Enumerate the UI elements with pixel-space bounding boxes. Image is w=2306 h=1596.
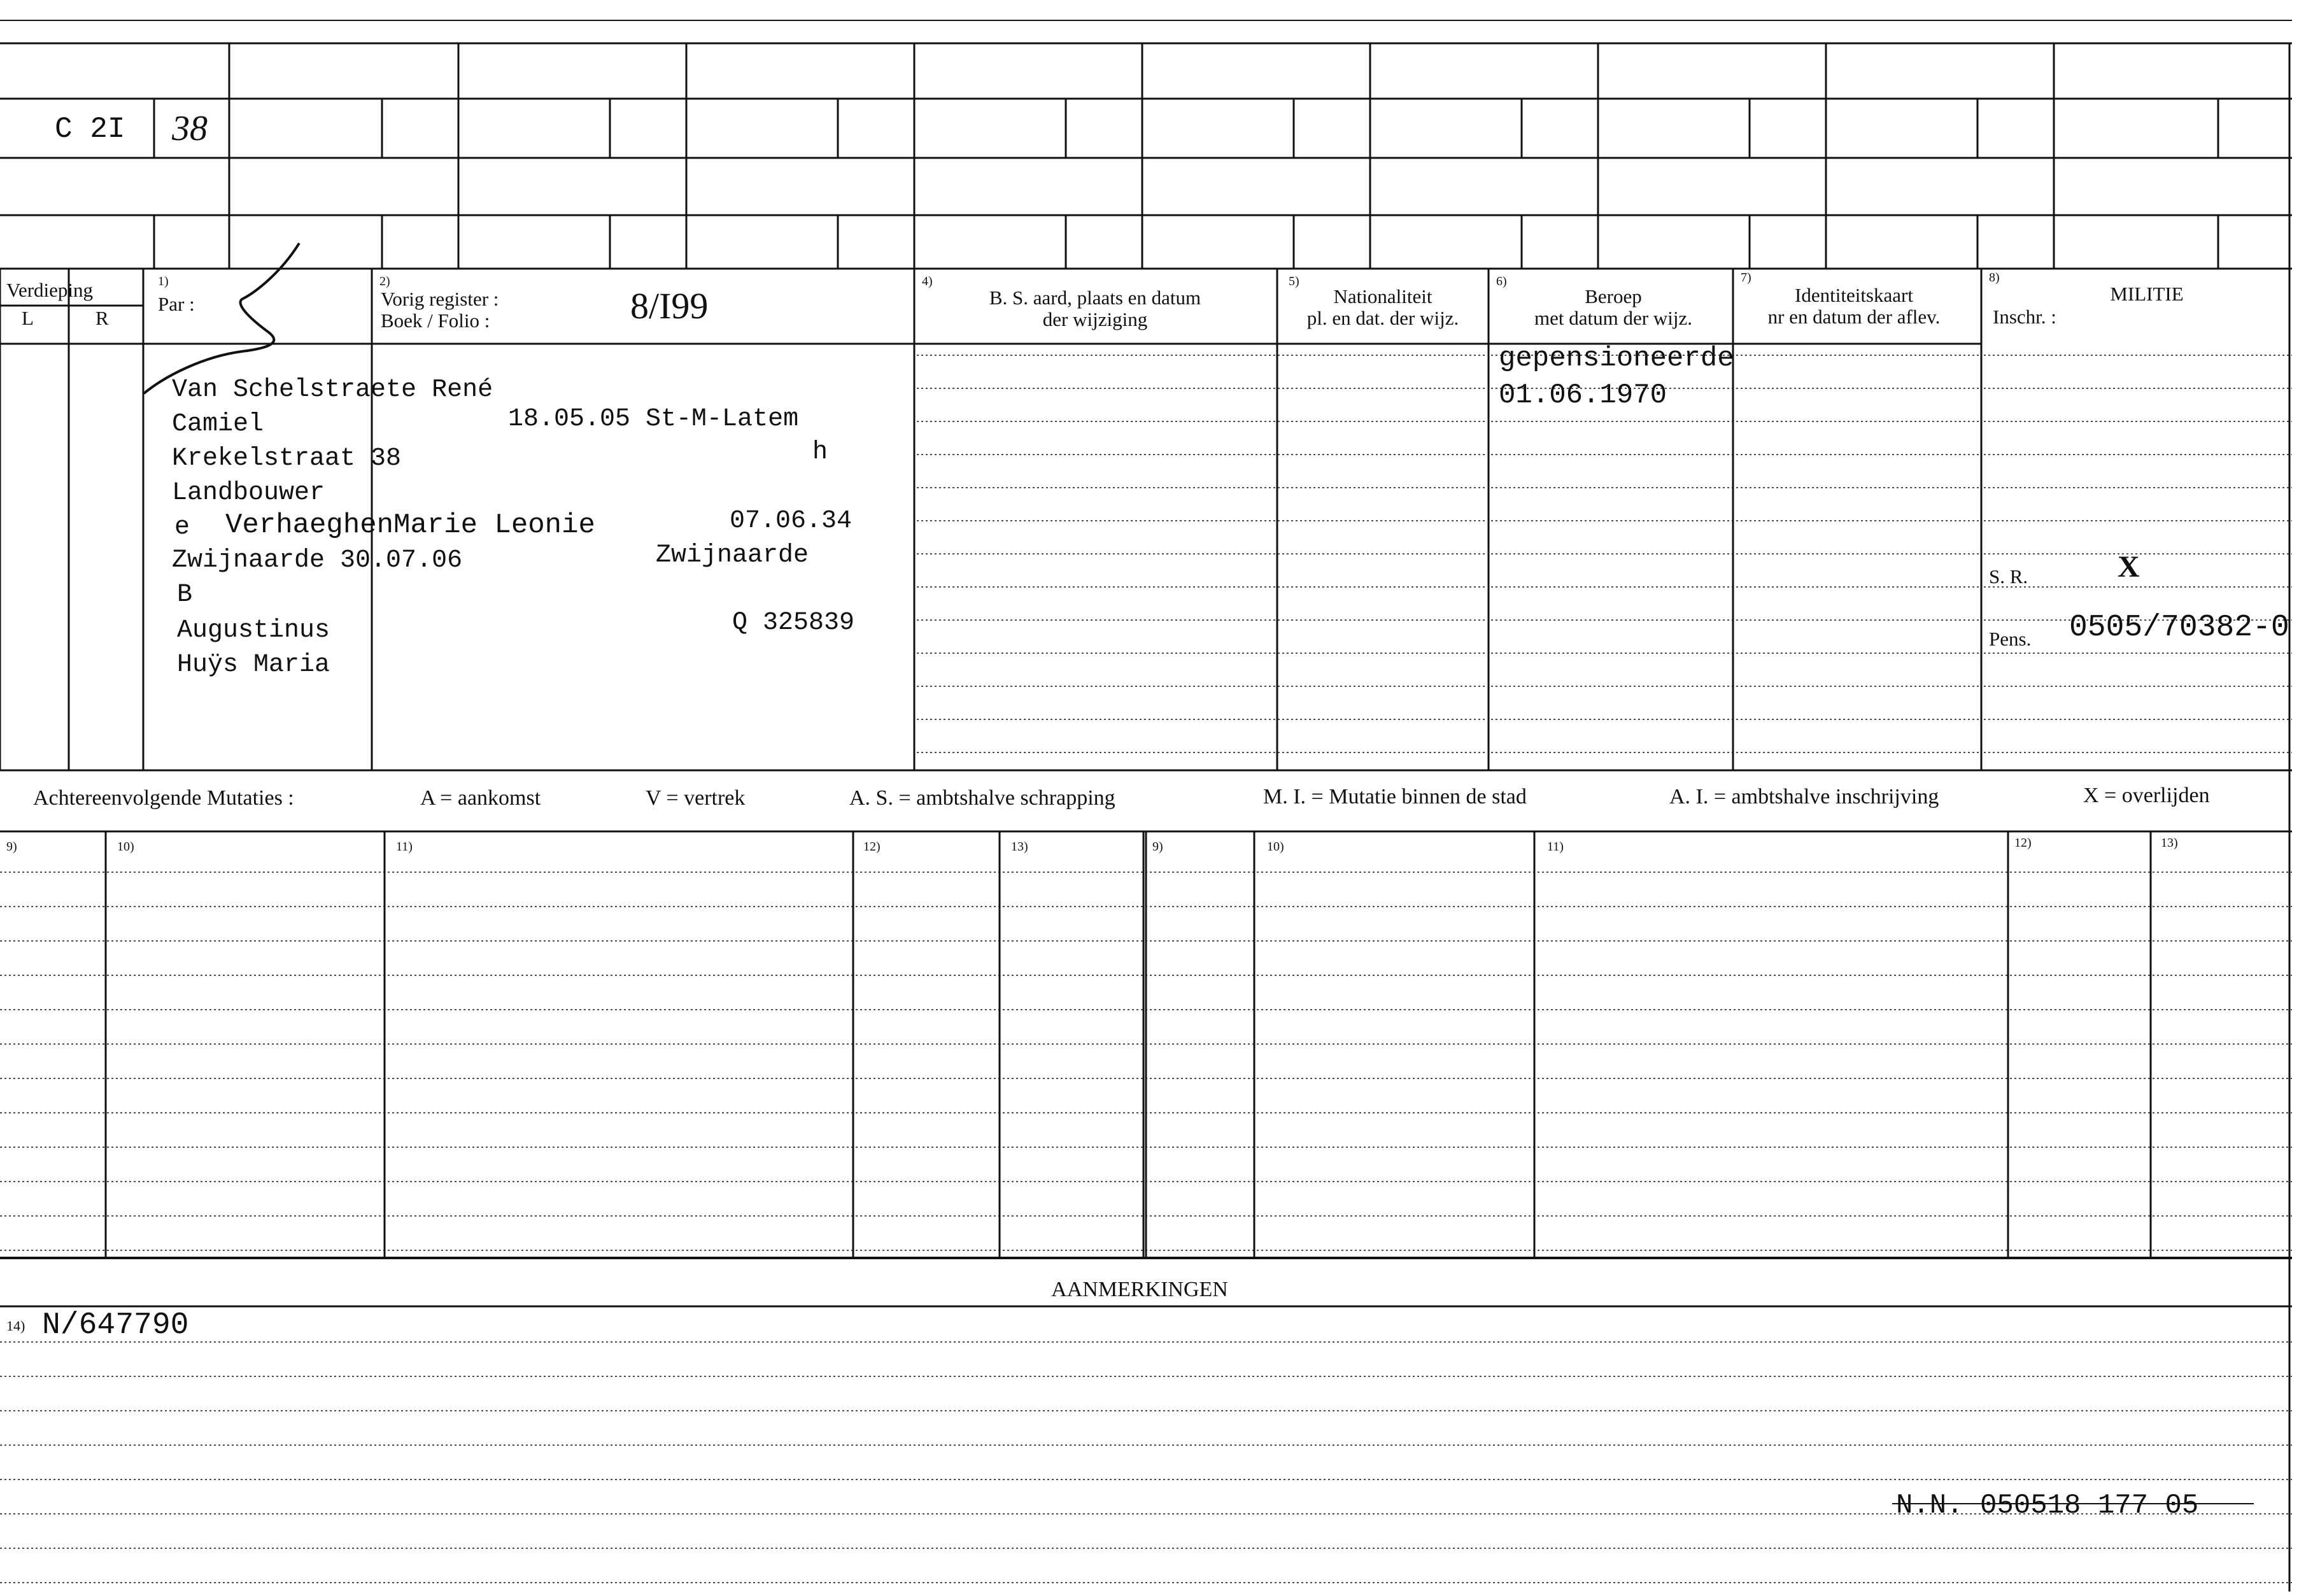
mut-col-13a: 13) bbox=[1011, 840, 1028, 854]
col4-line1: B. S. aard, plaats en datum bbox=[989, 286, 1201, 309]
legend-overlijden: X = overlijden bbox=[2083, 784, 2210, 807]
person-birth: 18.05.05 St-M-Latem bbox=[508, 405, 799, 434]
mother-name: Huÿs Maria bbox=[177, 651, 330, 679]
beroep-date: 01.06.1970 bbox=[1499, 379, 1667, 411]
mut-col-10a: 10) bbox=[117, 840, 134, 854]
col2-num: 2) bbox=[379, 274, 390, 288]
marriage-date: 07.06.34 bbox=[730, 507, 852, 535]
spouse-prefix: e bbox=[174, 513, 190, 542]
col7-num: 7) bbox=[1741, 271, 1751, 285]
spouse-birthplace: Zwijnaarde bbox=[656, 541, 809, 570]
person-address: Krekelstraat 38 bbox=[172, 444, 402, 473]
b-line: B bbox=[177, 581, 193, 609]
father-name: Augustinus bbox=[177, 616, 330, 645]
aanmerkingen-value: N/647790 bbox=[42, 1308, 189, 1343]
verdieping-label: Verdieping bbox=[6, 279, 94, 301]
legend-aankomst: A = aankomst bbox=[420, 786, 541, 810]
col4-line2: der wijziging bbox=[1042, 308, 1148, 330]
legend-vertrek: V = vertrek bbox=[646, 786, 746, 810]
mut-col-12a: 12) bbox=[863, 840, 881, 854]
card-number: 38 bbox=[172, 109, 208, 148]
col1-label: Par : bbox=[158, 293, 195, 315]
legend-mutatie: M. I. = Mutatie binnen de stad bbox=[1263, 785, 1527, 809]
verdieping-left: L bbox=[22, 307, 34, 329]
col4-num: 4) bbox=[922, 274, 933, 288]
col6-line1: Beroep bbox=[1585, 285, 1642, 307]
id-number: Q 325839 bbox=[732, 609, 855, 637]
card-code: C 2I bbox=[55, 113, 125, 146]
person-firstname: Camiel bbox=[172, 410, 264, 439]
sr-value: X bbox=[2118, 550, 2140, 584]
person-name: Van Schelstraete René bbox=[172, 376, 493, 404]
beroep-value: gepensioneerde bbox=[1499, 343, 1734, 374]
pens-label: Pens. bbox=[1989, 628, 2032, 650]
aanmerkingen-num: 14) bbox=[6, 1318, 25, 1334]
verdieping-right: R bbox=[95, 307, 109, 329]
person-marker: h bbox=[812, 438, 828, 467]
mut-col-10b: 10) bbox=[1267, 840, 1284, 854]
militie-inschr: Inschr. : bbox=[1993, 306, 2056, 328]
col8-num: 8) bbox=[1989, 271, 2000, 285]
mut-col-11b: 11) bbox=[1547, 840, 1564, 854]
legend-schrapping: A. S. = ambtshalve schrapping bbox=[849, 786, 1115, 810]
mut-col-12b: 12) bbox=[2014, 836, 2032, 850]
pens-value: 0505/70382-0 bbox=[2069, 611, 2289, 645]
col2-line2: Boek / Folio : bbox=[381, 309, 490, 332]
mut-col-9a: 9) bbox=[6, 840, 17, 854]
spouse-name: VerhaeghenMarie Leonie bbox=[225, 509, 595, 541]
vorig-register-value: 8/I99 bbox=[630, 285, 709, 327]
sr-label: S. R. bbox=[1989, 565, 2028, 588]
nn-number: N.N. 050518 177 05 bbox=[1896, 1490, 2199, 1522]
col7-line1: Identiteitskaart bbox=[1795, 284, 1913, 306]
mutaties-title: Achtereenvolgende Mutaties : bbox=[33, 786, 294, 810]
par-handwritten-mark bbox=[144, 243, 299, 393]
col7-line2: nr en datum der aflev. bbox=[1767, 306, 1941, 328]
aanmerkingen-title: AANMERKINGEN bbox=[1051, 1278, 1228, 1301]
mut-col-13b: 13) bbox=[2161, 836, 2178, 850]
col2-line1: Vorig register : bbox=[381, 288, 499, 310]
militie-title: MILITIE bbox=[2110, 283, 2184, 305]
col5-num: 5) bbox=[1289, 274, 1299, 288]
col5-line1: Nationaliteit bbox=[1333, 285, 1432, 307]
legend-inschrijving: A. I. = ambtshalve inschrijving bbox=[1669, 785, 1939, 809]
mut-col-9b: 9) bbox=[1152, 840, 1163, 854]
col1-num: 1) bbox=[158, 274, 169, 288]
mut-col-11a: 11) bbox=[396, 840, 413, 854]
spouse-birth: Zwijnaarde 30.07.06 bbox=[172, 546, 463, 575]
col5-line2: pl. en dat. der wijz. bbox=[1306, 307, 1459, 329]
col6-num: 6) bbox=[1496, 274, 1507, 288]
col6-line2: met datum der wijz. bbox=[1534, 307, 1692, 329]
person-occupation: Landbouwer bbox=[172, 479, 325, 507]
